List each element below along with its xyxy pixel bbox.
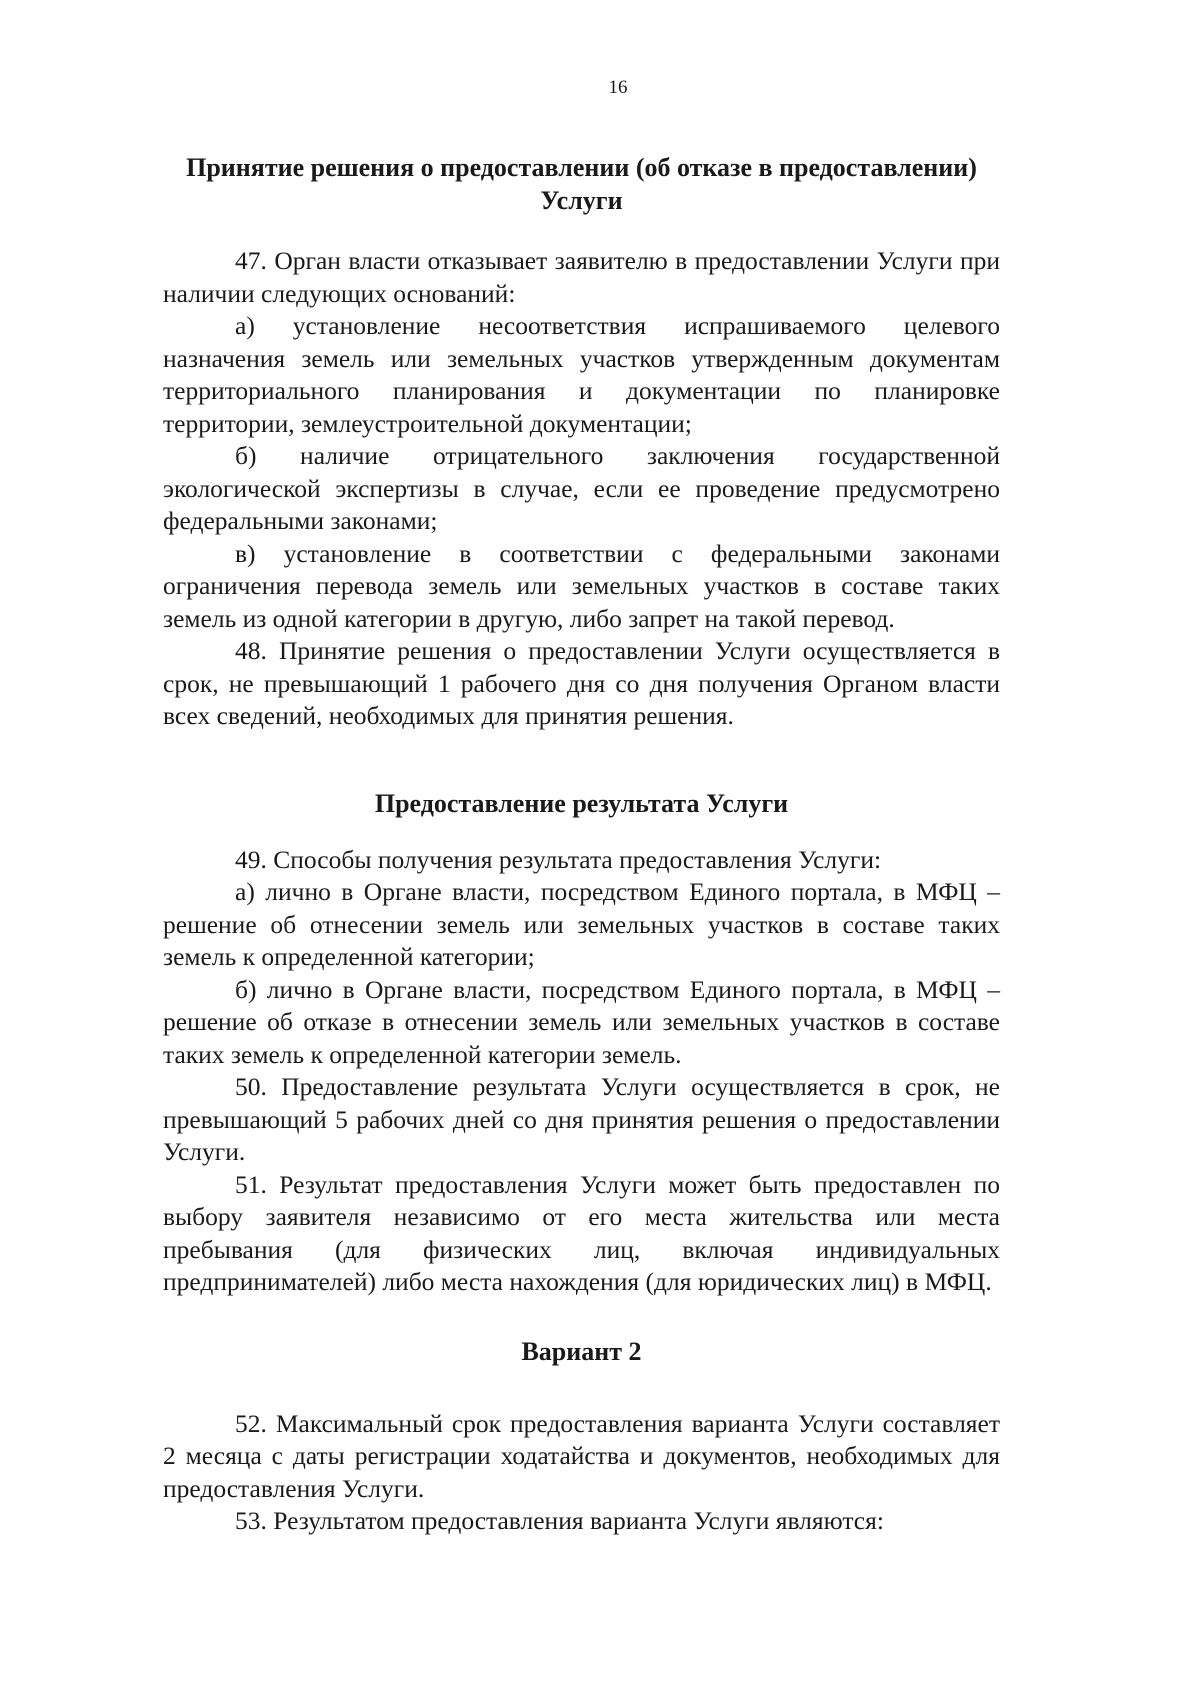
paragraph-47-a: а) установление несоответствия испрашиваемого целевого назначения земель или земельных участков утвержденным документам территориального планирования и документации по планировке территории, землеустроительной документации; [163, 311, 1000, 438]
section-variant-2-body [163, 1408, 1000, 1538]
paragraph-49: 49. Способы получения результата предоставления Услуги: [235, 844, 882, 874]
section-decision-body [163, 245, 1000, 733]
paragraph-47: 47. Орган власти отказывает заявителю в предоставлении Услуги при наличии следующих оснований: [163, 246, 1000, 308]
paragraph-50: 50. Предоставление результата Услуги осуществляется в срок, не превышающий 5 рабочих дней со дня принятия решения о предоставлении Услуги. [163, 1072, 1000, 1166]
section-heading-variant-2: Вариант 2 [521, 1336, 642, 1366]
heading-line-1: Принятие решения о предоставлении (об отказе в предоставлении) [186, 153, 977, 182]
section-heading-result: Предоставление результата Услуги [374, 788, 789, 818]
heading-line-2: Услуги [540, 186, 623, 215]
paragraph-53: 53. Результатом предоставления варианта Услуги являются: [235, 1506, 884, 1535]
paragraph-49-a: а) лично в Органе власти, посредством Единого портала, в МФЦ – решение об отнесении земель или земельных участков в составе таких земель к определенной категории; [163, 877, 1000, 971]
paragraph-48: 48. Принятие решения о предоставлении Услуги осуществляется в срок, не превышающий 1 рабочего дня со дня получения Органом власти всех сведений, необходимых для принятия решения. [163, 636, 1000, 730]
paragraph-47-c: в) установление в соответствии с федеральными законами ограничения перевода земель или земельных участков в составе таких земель из одной категории в другую, либо запрет на такой перевод. [163, 538, 1000, 633]
paragraph-47-b: б) наличие отрицательного заключения государственной экологической экспертизы в случае, если ее проведение предусмотрено федеральными законами; [163, 441, 1000, 535]
page-number: 16 [608, 77, 628, 98]
paragraph-52: 52. Максимальный срок предоставления варианта Услуги составляет 2 месяца с даты регистрации ходатайства и документов, необходимых для предоставления Услуги. [163, 1408, 1000, 1503]
section-heading-decision [163, 0, 1000, 217]
section-result-body [163, 844, 1000, 1299]
paragraph-49-b: б) лично в Органе власти, посредством Единого портала, в МФЦ – решение об отказе в отнесении земель или земельных участков в составе таких земель к определенной категории земель. [163, 974, 1000, 1069]
paragraph-51: 51. Результат предоставления Услуги может быть предоставлен по выбору заявителя независимо от его места жительства или места пребывания (для физических лиц, включая индивидуальных предпринимателей) либо места нахождения (для юридических лиц) в МФЦ. [163, 1169, 1000, 1296]
